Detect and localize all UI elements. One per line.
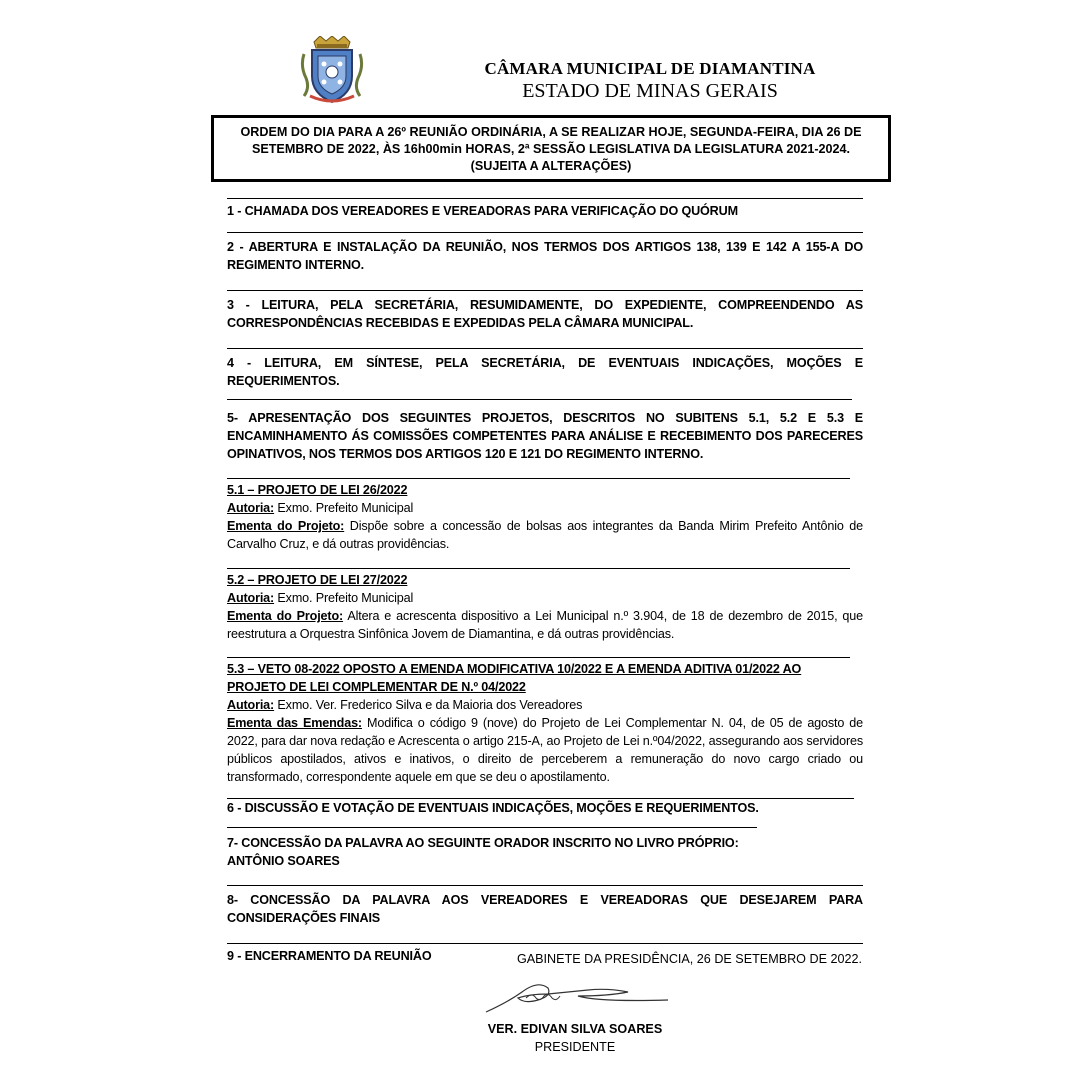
title-line-2: SETEMBRO DE 2022, ÀS 16h00min HORAS, 2ª SESSÃO LEGISLATIVA DA LEGISLATURA 2021-2024. xyxy=(251,142,851,156)
ementa-label: Ementa do Projeto: xyxy=(227,519,345,533)
institution-name: CÂMARA MUNICIPAL DE DIAMANTINA xyxy=(484,59,816,78)
autoria-value: Exmo. Prefeito Municipal xyxy=(274,591,414,605)
ementa-label: Ementa do Projeto: xyxy=(227,609,344,623)
divider xyxy=(227,478,850,479)
handwritten-signature xyxy=(478,972,678,1018)
ementa-label: Ementa das Emendas: xyxy=(227,716,362,730)
title-line-3: (SUJEITA A ALTERAÇÕES) xyxy=(470,159,632,173)
agenda-item-4: 4 - LEITURA, EM SÍNTESE, PELA SECRETÁRIA, DE EVENTUAIS INDICAÇÕES, MOÇÕES E REQUERIMENTOS. xyxy=(227,356,863,388)
divider xyxy=(227,399,852,400)
autoria-label: Autoria: xyxy=(227,698,275,712)
signer-role: PRESIDENTE xyxy=(534,1040,616,1054)
letterhead xyxy=(470,58,830,102)
ementa-text: Dispõe sobre a concessão de bolsas aos integrantes da Banda Mirim Prefeito Antônio de Carvalho Cruz, e dá outras providências. xyxy=(227,519,863,551)
subitem-5-2-title: 5.2 – PROJETO DE LEI 27/2022 xyxy=(227,573,408,587)
agenda-item-6: 6 - DISCUSSÃO E VOTAÇÃO DE EVENTUAIS INDICAÇÕES, MOÇÕES E REQUERIMENTOS. xyxy=(227,801,759,815)
divider xyxy=(227,232,863,233)
divider xyxy=(227,827,757,828)
divider xyxy=(227,943,863,944)
divider xyxy=(227,568,850,569)
subitem-5-3-title: 5.3 – VETO 08-2022 OPOSTO A EMENDA MODIFICATIVA 10/2022 E A EMENDA ADITIVA 01/2022 AO PROJETO DE LEI COMPLEMENTAR DE N.º 04/2022 xyxy=(227,662,802,694)
agenda-item-3: 3 - LEITURA, PELA SECRETÁRIA, RESUMIDAMENTE, DO EXPEDIENTE, COMPREENDENDO AS CORRESPONDÊNCIAS RECEBIDAS E EXPEDIDAS PELA CÂMARA MUNICIPAL. xyxy=(227,298,863,330)
title-box xyxy=(211,115,891,182)
agenda-item-7: 7- CONCESSÃO DA PALAVRA AO SEGUINTE ORADOR INSCRITO NO LIVRO PRÓPRIO: xyxy=(227,836,739,850)
agenda-item-8: 8- CONCESSÃO DA PALAVRA AOS VEREADORES E VEREADORAS QUE DESEJAREM PARA CONSIDERAÇÕES FINAIS xyxy=(227,893,863,925)
coat-of-arms-icon xyxy=(300,36,364,106)
subitem-5-2 xyxy=(227,571,863,643)
divider xyxy=(227,198,863,199)
agenda-item-2: 2 - ABERTURA E INSTALAÇÃO DA REUNIÃO, NOS TERMOS DOS ARTIGOS 138, 139 E 142 A 155-A DO REGIMENTO INTERNO. xyxy=(227,240,863,272)
subitem-5-1 xyxy=(227,481,863,553)
state-name: ESTADO DE MINAS GERAIS xyxy=(522,80,778,102)
divider xyxy=(227,348,863,349)
divider xyxy=(227,657,850,658)
divider xyxy=(227,290,863,291)
agenda-item-5: 5- APRESENTAÇÃO DOS SEGUINTES PROJETOS, DESCRITOS NO SUBITENS 5.1, 5.2 E 5.3 E ENCAMINHAMENTO ÁS COMISSÕES COMPETENTES PARA ANÁLISE E RECEBIMENTO DOS PARECERES OPINATIVOS, NOS TERMOS DOS ARTIGOS 120 E 121 DO REGIMENTO INTERNO. xyxy=(227,411,863,461)
speaker-name: ANTÔNIO SOARES xyxy=(227,854,340,868)
agenda-content xyxy=(227,192,863,965)
subitem-5-3 xyxy=(227,660,863,786)
place-and-date: GABINETE DA PRESIDÊNCIA, 26 DE SETEMBRO DE 2022. xyxy=(516,952,862,966)
autoria-value: Exmo. Ver. Frederico Silva e da Maioria dos Vereadores xyxy=(274,698,583,712)
autoria-label: Autoria: xyxy=(227,501,275,515)
signer-name: VER. EDIVAN SILVA SOARES xyxy=(487,1022,663,1036)
title-line-1: ORDEM DO DIA PARA A 26º REUNIÃO ORDINÁRIA, A SE REALIZAR HOJE, SEGUNDA-FEIRA, DIA 26 DE xyxy=(240,125,862,139)
ementa-text: Altera e acrescenta dispositivo a Lei Municipal n.º 3.904, de 18 de dezembro de 2015, que reestrutura a Orquestra Sinfônica Jovem de Diamantina, e dá outras providências. xyxy=(227,609,863,641)
autoria-value: Exmo. Prefeito Municipal xyxy=(274,501,414,515)
subitem-5-1-title: 5.1 – PROJETO DE LEI 26/2022 xyxy=(227,483,408,497)
divider xyxy=(227,885,863,886)
agenda-item-1: 1 - CHAMADA DOS VEREADORES E VEREADORAS PARA VERIFICAÇÃO DO QUÓRUM xyxy=(227,204,738,218)
ementa-text: Modifica o código 9 (nove) do Projeto de Lei Complementar N. 04, de 05 de agosto de 2022, para dar nova redação e Acrescenta o artigo 215-A, ao Projeto de Lei n.º04/2022, assegurando aos servidores públicos apostilados, ativos e inativos, o direito de perceberem a remuneração do novo cargo criado ou transformado, correspondente aquele em que se deu o apostilamento. xyxy=(227,716,863,784)
autoria-label: Autoria: xyxy=(227,591,275,605)
signature-block xyxy=(460,1020,690,1056)
agenda-item-9: 9 - ENCERRAMENTO DA REUNIÃO xyxy=(227,949,432,963)
